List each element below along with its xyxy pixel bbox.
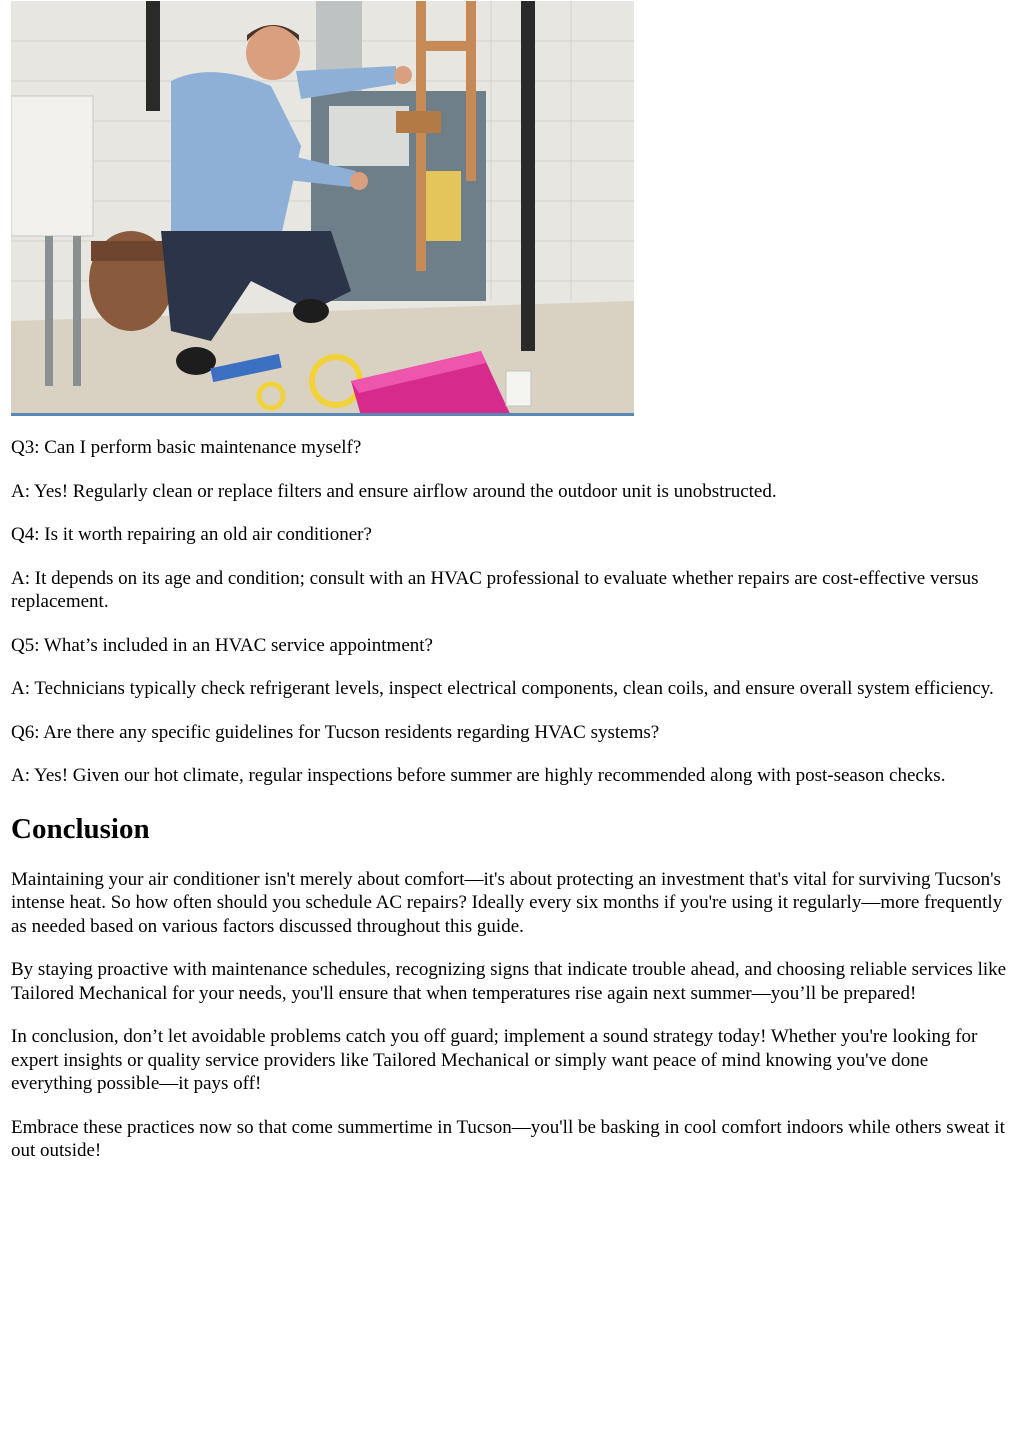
faq-answer: A: Yes! Given our hot climate, regular inspections before summer are highly recommended along with post-season checks. (11, 765, 946, 786)
faq-question: Q4: Is it worth repairing an old air conditioner? (11, 524, 372, 545)
hvac-technician-photo (11, 1, 634, 416)
technician-illustration (11, 1, 634, 416)
faq-question: Q5: What’s included in an HVAC service appointment? (11, 634, 433, 656)
conclusion-heading: Conclusion (11, 812, 150, 845)
conclusion-section (11, 868, 1013, 1163)
faq-answer: A: Technicians typically check refrigerant levels, inspect electrical components, clean coils, and ensure overall system efficiency. (11, 678, 994, 699)
conclusion-paragraph: Embrace these practices now so that come summertime in Tucson—you'll be basking in cool comfort indoors while others sweat it out outside! (11, 1116, 1005, 1161)
conclusion-paragraph: Maintaining your air conditioner isn't merely about comfort—it's about protecting an investment that's vital for surviving Tucson's intense heat. So how often should you schedule AC repairs? Ideally every six months if you're using it regularly—more frequently as needed based on various factors discussed throughout this guide. (11, 868, 1003, 937)
article-page (11, 0, 1013, 1163)
faq-question: Q6: Are there any specific guidelines for Tucson residents regarding HVAC systems? (11, 721, 660, 743)
faq-question: Q3: Can I perform basic maintenance myself? (11, 437, 362, 458)
conclusion-paragraph: By staying proactive with maintenance schedules, recognizing signs that indicate trouble ahead, and choosing reliable services like Tailored Mechanical for your needs, you'll ensure that when temperatures rise again next summer—you’ll be prepared! (11, 959, 1007, 1004)
conclusion-paragraph: In conclusion, don’t let avoidable problems catch you off guard; implement a sound strategy today! Whether you're looking for expert insights or quality service providers like Tailored Mechanical or simply want peace of mind knowing you've done everything possible—it pays off! (11, 1026, 978, 1094)
faq-section (11, 436, 1013, 788)
faq-answer: A: Yes! Regularly clean or replace filters and ensure airflow around the outdoor unit is unobstructed. (11, 480, 777, 502)
faq-answer: A: It depends on its age and condition; consult with an HVAC professional to evaluate whether repairs are cost-effective versus replacement. (11, 567, 979, 612)
